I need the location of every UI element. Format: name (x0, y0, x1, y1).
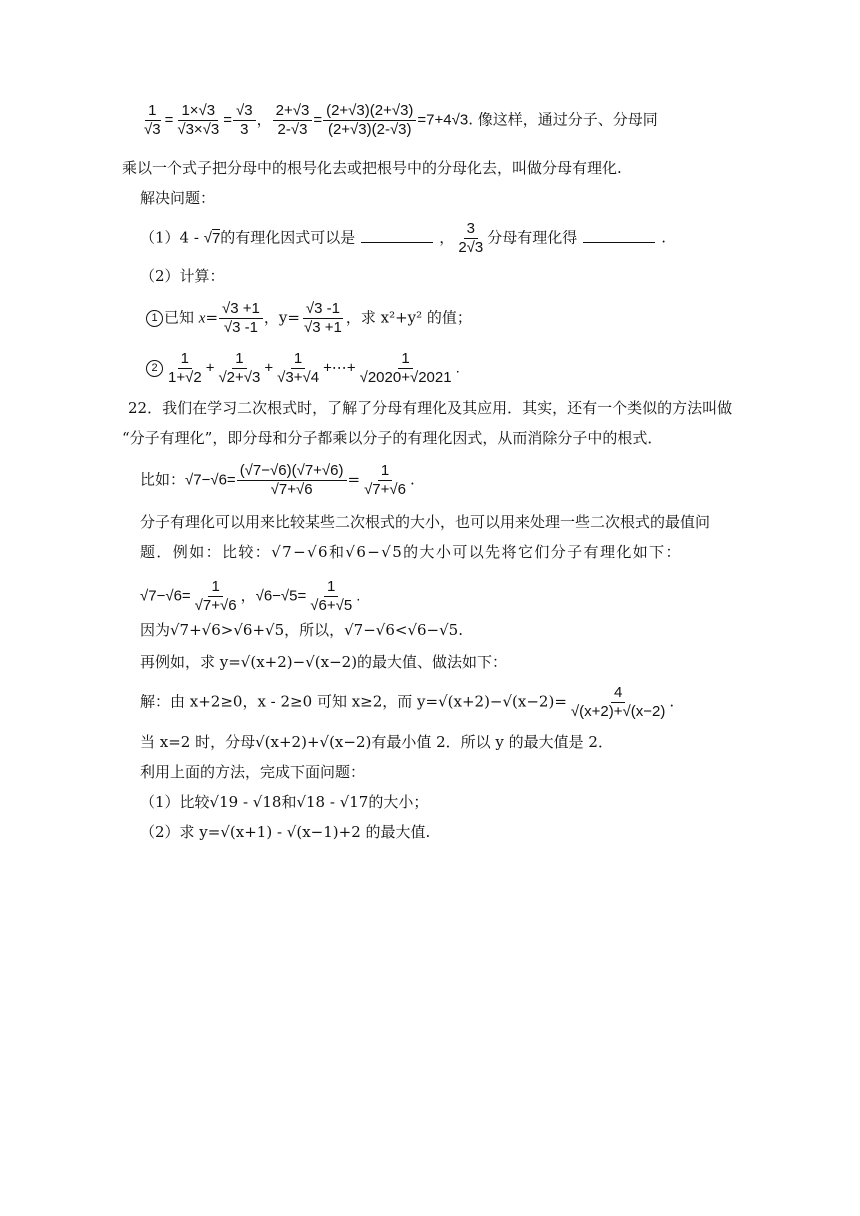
p22-line5: 题．例如：比较：√7−√6和√6−√5的大小可以先将它们分子有理化如下： (140, 543, 682, 561)
numerator: 2+√3 (273, 102, 313, 121)
fraction (273, 102, 313, 139)
p22-line13: （2）求 y=√(x+1) - √(x−1)+2 的最大值. (140, 823, 431, 841)
p22-line10: 当 x=2 时，分母√(x+2)+√(x−2)有最小值 2．所以 y 的最大值是 2． (140, 733, 613, 751)
numerator: 1 (398, 350, 412, 369)
numerator: √3 +1 (219, 300, 263, 319)
fraction (361, 462, 409, 499)
numerator: 1 (178, 350, 192, 369)
p22-line1: 22．我们在学习二次根式时，了解了分母有理化及其应用．其实，还有一个类似的方法叫做 (128, 399, 733, 417)
intro-text: . 像这样，通过分子、分母同 (468, 110, 658, 129)
fraction (323, 102, 416, 139)
q1-end: . (661, 228, 667, 247)
denominator: 3 (240, 121, 249, 138)
circled-number: 2 (146, 360, 163, 377)
denominator: √(x+2)+√(x−2) (570, 703, 666, 720)
denominator: (2+√3)(2-√3) (327, 121, 412, 138)
p22-line7: 因为√7+√6>√6+√5，所以，√7−√6<√6−√5. (140, 621, 463, 639)
p22-line11: 利用上面的方法，完成下面问题： (140, 763, 366, 781)
numerator: 1 (208, 578, 222, 597)
circled-number: 1 (146, 310, 163, 327)
question-1: （1）4 - √7的有理化因式可以是 ， $\frac{3}{2√3}$ 分母有理化得 . (140, 220, 667, 256)
denominator: √7+√6 (270, 481, 313, 498)
denominator: √3 +1 (303, 319, 342, 336)
p1-tail: ，求 x²+y² 的值； (345, 308, 472, 327)
example-label: 比如： (140, 470, 186, 489)
numerator: (√7−√6)(√7+√6) (237, 462, 347, 481)
answer-blank-2[interactable] (583, 228, 655, 243)
result: =7+4√3 (417, 111, 469, 129)
p22-example: 比如：√7−√6= $\frac{(√7-√6)(√7+√6)}{√7+√6}$ = $\frac{1}{√7+√6}$ . (140, 462, 415, 498)
fraction (237, 462, 347, 499)
denominator: √3 (144, 121, 161, 138)
denominator: √7+√6 (194, 597, 237, 614)
fraction (219, 300, 263, 337)
q1-mid: 的有理化因式可以是 (220, 228, 356, 247)
q2-part2: 2 $\frac{1}{1+√2}$ + $\frac{1}{√2+√3}$ + $\frac{1}{√3+√4}$ +⋯+ $\frac{1}{√2020+√2021}$ . (146, 350, 460, 387)
numerator: √3 (233, 102, 256, 121)
p22-line12: （1）比较√19 - √18和√18 - √17的大小； (140, 793, 429, 811)
fraction (568, 684, 668, 721)
fraction (141, 102, 164, 139)
p22-line2: “分子有理化”，即分母和分子都乘以分子的有理化因式，从而消除分子中的根式． (122, 429, 663, 447)
numerator: 4 (611, 684, 625, 703)
var-x: x (198, 310, 206, 327)
numerator: 1 (232, 350, 246, 369)
expr-a: √7−√6= (140, 587, 191, 605)
q2-heading: （2）计算： (140, 267, 225, 285)
p22-line6: √7−√6= $\frac{1}{√7+√6}$ ，√6−√5= $\frac{1}{√6+√5}$ . (140, 578, 361, 614)
fraction (165, 350, 205, 387)
fraction (455, 220, 486, 257)
denominator: 2-√3 (277, 121, 308, 138)
fraction (233, 102, 256, 139)
denominator: 2√3 (458, 239, 484, 256)
denominator: 1+√2 (168, 369, 202, 386)
fraction (301, 300, 345, 337)
denominator: √3+√4 (277, 369, 320, 386)
numerator: 1 (145, 102, 159, 121)
p22-line4: 分子有理化可以用来比较某些二次根式的大小，也可以用来处理一些二次根式的最值问 (140, 513, 711, 531)
denominator: √3×√3 (177, 121, 220, 138)
fraction (274, 350, 322, 387)
numerator: 1×√3 (178, 102, 218, 121)
fraction (215, 350, 263, 387)
solution-text: 解：由 x+2≥0，x - 2≥0 可知 x≥2，而 y=√(x+2)−√(x−2)= (140, 692, 567, 711)
fraction (174, 102, 222, 139)
denominator: √2020+√2021 (359, 369, 452, 386)
denominator: √3 -1 (223, 319, 259, 336)
p1-text: 已知 (164, 308, 195, 327)
radicand: 3 (152, 121, 161, 138)
denominator: √2+√3 (218, 369, 261, 386)
fraction (192, 578, 240, 615)
numerator: (2+√3)(2+√3) (323, 102, 416, 121)
expr-b: ，√6−√5= (240, 587, 307, 605)
denominator: √6+√5 (310, 597, 353, 614)
radicand: 7 (211, 229, 221, 247)
numerator: 3 (464, 220, 478, 239)
numerator: √3 -1 (303, 300, 343, 319)
numerator: 1 (378, 462, 392, 481)
intro-line2: 乘以一个式子把分母中的根号化去或把根号中的分母化去，叫做分母有理化. (122, 159, 622, 177)
numerator: 1 (291, 350, 305, 369)
numerator: 1 (324, 578, 338, 597)
p22-line9: 解：由 x+2≥0，x - 2≥0 可知 x≥2，而 y=√(x+2)−√(x−2)= $\frac{4}{√(x+2)+√(x-2)}$ . (140, 684, 675, 720)
intro-equations: $\frac{1}{√3}$ = $\frac{1\times√3}{√3\times√3}$ = $\frac{√3}{3}$ ， $\frac{2+√3}{2-√3}$ = $\frac{(2+√3)(2+√3)}{(2+√3)(2-√3)}$ =7+4√3. 像这样，通过分子、分母同 (140, 102, 658, 139)
denominator: √7+√6 (364, 481, 406, 498)
ellipsis: +⋯+ (323, 359, 356, 377)
example-lhs: √7−√6= (185, 471, 236, 489)
fraction (307, 578, 355, 615)
q1-tail: 分母有理化得 (487, 228, 578, 247)
answer-blank-1[interactable] (361, 228, 433, 243)
p22-line8: 再例如，求 y=√(x+2)−√(x−2)的最大值、做法如下： (140, 653, 508, 671)
var-y: y (278, 308, 288, 327)
q1-prefix: （1）4 - (140, 228, 204, 247)
fraction (357, 350, 455, 387)
q2-part1: 1 已知 x= $\frac{√3 +1}{√3 -1}$ ，y= $\frac{√3 -1}{√3 +1}$ ，求 x²+y² 的值； (146, 300, 472, 337)
q1-comma: ， (439, 228, 455, 247)
solve-heading: 解决问题： (140, 189, 216, 207)
